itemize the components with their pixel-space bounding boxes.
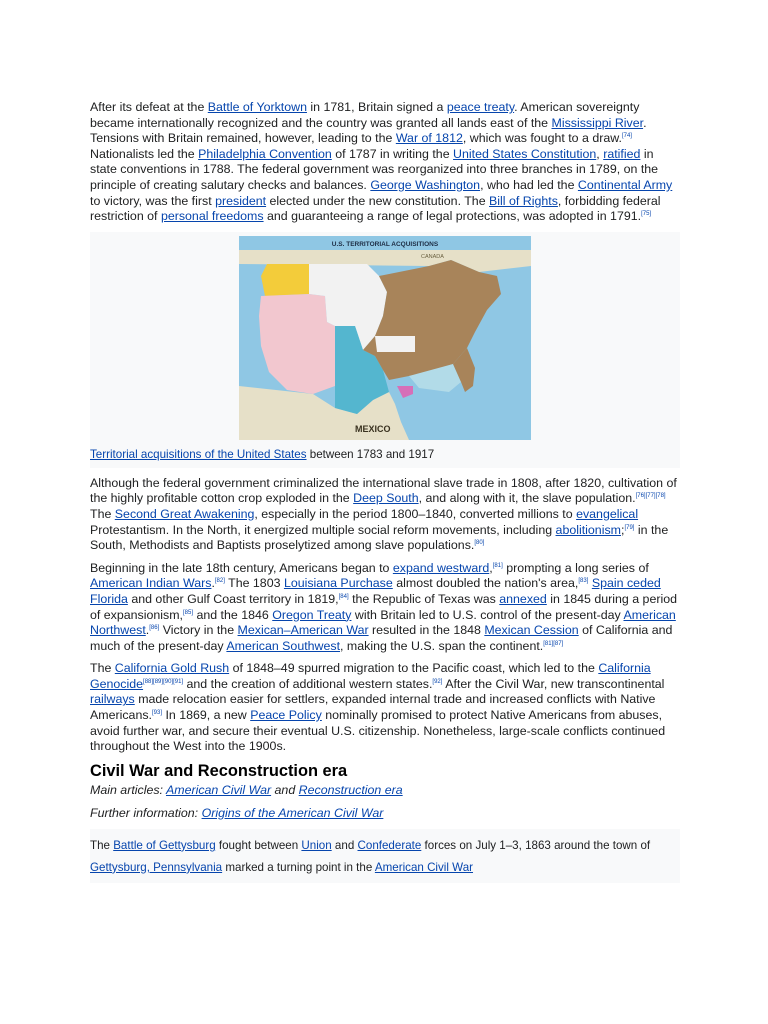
link-battle-of-gettysburg[interactable]: Battle of Gettysburg (113, 838, 216, 852)
link-bill-of-rights[interactable]: Bill of Rights (489, 193, 558, 208)
paragraph-slavery (90, 476, 680, 554)
citation[interactable]: [84] (338, 593, 349, 600)
citation[interactable]: [85] (182, 609, 193, 616)
text: marked a turning point in the (222, 860, 375, 874)
text: of 1787 in writing the (331, 146, 454, 161)
text: Beginning in the late 18th century, Americans began to (90, 560, 393, 575)
link-union[interactable]: Union (301, 838, 332, 852)
text: fought between (215, 838, 302, 852)
link-ratified[interactable]: ratified (603, 146, 641, 161)
text: made relocation easier for settlers, expanded internal trade and increased conflicts with Native Americans. (90, 692, 656, 723)
link-confederate[interactable]: Confederate (357, 838, 422, 852)
hatnote-and: and (271, 782, 299, 797)
article-content (90, 100, 680, 883)
citation[interactable]: [81][87] (543, 640, 564, 647)
text: in the South, Methodists and Baptists proselytized among slave populations. (90, 522, 669, 553)
link-personal-freedoms[interactable]: personal freedoms (160, 209, 264, 224)
text: Although the federal government criminalized the international slave trade in 1808, after 1820, cultivation of the highly profitable cotton crop exploded in the (90, 475, 677, 506)
citation[interactable]: [82] (214, 578, 225, 585)
link-second-great-awakening[interactable]: Second Great Awakening (114, 506, 255, 521)
section-heading: Civil War and Reconstruction era (90, 761, 348, 780)
text: After its defeat at the (90, 100, 208, 114)
text: in 1845 during a period of expansionism, (90, 591, 677, 622)
text: , who had led the (480, 177, 578, 192)
link-territorial-acquisitions[interactable]: Territorial acquisitions of the United States (90, 447, 307, 461)
link-oregon-treaty[interactable]: Oregon Treaty (272, 607, 352, 622)
text: prompting a long series of (502, 560, 649, 575)
link-american-indian-wars[interactable]: American Indian Wars (90, 576, 212, 591)
caption-text: between 1783 and 1917 (306, 447, 435, 461)
text: , which was fought to a draw. (462, 131, 622, 146)
link-president[interactable]: president (215, 193, 267, 208)
hatnote-prefix: Main articles: (90, 782, 166, 797)
gettysburg-caption-box (90, 829, 680, 883)
link-george-washington[interactable]: George Washington (370, 177, 481, 192)
link-american-civil-war[interactable]: American Civil War (165, 782, 272, 797)
text: . (211, 576, 215, 591)
link-origins-of-civil-war[interactable]: Origins of the American Civil War (201, 805, 384, 820)
text: . (145, 623, 150, 638)
text: and the 1846 (193, 607, 273, 622)
text: of California and much of the present-day (90, 623, 673, 653)
map-figure (90, 232, 680, 468)
further-information-hatnote (90, 806, 680, 821)
text: Protestantism. In the North, it energized multiple social reform movements, including (90, 522, 556, 537)
text: and guaranteeing a range of legal protections, was adopted in 1791. (263, 209, 642, 224)
text: in state conventions in 1788. The federal government was reorganized into three branches in 1789, on the principle of creating salutary checks and balances. (90, 146, 659, 192)
text: , making the U.S. span the continent. (340, 638, 544, 653)
link-united-states-constitution[interactable]: United States Constitution (453, 146, 597, 161)
text: ; (620, 522, 625, 537)
citation[interactable]: [86] (149, 624, 160, 631)
text: The (90, 838, 114, 852)
paragraph-gettysburg (90, 835, 680, 879)
map-white-territory (375, 336, 415, 352)
text: and (331, 838, 358, 852)
citation[interactable]: [75] (641, 211, 652, 218)
text: The (90, 661, 115, 676)
link-spain-ceded-florida[interactable]: Spain ceded Florida (90, 576, 661, 606)
main-articles-hatnote (90, 783, 680, 798)
citation[interactable]: [81] (492, 562, 503, 569)
citation[interactable]: [93] (151, 709, 162, 716)
text: forces on July 1–3, 1863 around the town of (421, 838, 651, 852)
link-continental-army[interactable]: Continental Army (577, 177, 673, 192)
text: , forbidding federal restriction of (90, 193, 661, 224)
hatnote-prefix: Further information: (90, 805, 202, 820)
text: in 1781, Britain signed a (306, 100, 447, 114)
link-reconstruction-era[interactable]: Reconstruction era (298, 782, 403, 797)
citation[interactable]: [79] (624, 524, 635, 531)
map-label-mexico: MEXICO (355, 423, 391, 434)
text: After the Civil War, new transcontinental (442, 676, 665, 691)
citation[interactable]: [88][89][90][91] (143, 678, 184, 685)
text: , (489, 560, 493, 575)
map-label-canada: CANADA (421, 253, 444, 260)
text: In 1869, a new (162, 708, 251, 723)
link-battle-of-yorktown[interactable]: Battle of Yorktown (207, 100, 307, 114)
text: and the creation of additional western states. (183, 676, 433, 691)
text: and other Gulf Coast territory in 1819, (127, 591, 339, 606)
link-peace-policy[interactable]: Peace Policy (250, 708, 322, 723)
text: , especially in the period 1800–1840, converted millions to (254, 506, 577, 521)
text: of 1848–49 spurred migration to the Pacific coast, which led to the (229, 661, 599, 676)
paragraph-expansion (90, 561, 680, 655)
text: resulted in the 1848 (368, 623, 485, 638)
text: almost doubled the nation's area, (392, 576, 579, 591)
text: , and along with it, the slave population. (418, 491, 636, 506)
text: elected under the new constitution. The (266, 193, 490, 208)
link-california-genocide[interactable]: California Genocide (90, 661, 651, 691)
link-deep-south[interactable]: Deep South (353, 491, 419, 506)
link-annexed[interactable]: annexed (499, 591, 547, 606)
link-expand-westward[interactable]: expand westward (392, 560, 490, 575)
link-mexican-american-war[interactable]: Mexican–American War (237, 623, 369, 638)
link-philadelphia-convention[interactable]: Philadelphia Convention (198, 146, 332, 161)
link-mississippi-river[interactable]: Mississippi River (551, 115, 644, 130)
citation[interactable]: [76][77][78] (635, 493, 666, 500)
link-american-northwest[interactable]: American Northwest (90, 607, 676, 638)
link-gettysburg-pennsylvania[interactable]: Gettysburg, Pennsylvania (90, 860, 223, 874)
text: to victory, was the first (90, 193, 216, 208)
link-american-southwest[interactable]: American Southwest (226, 638, 341, 653)
paragraph-gold-rush (90, 661, 680, 755)
territorial-acquisitions-map[interactable] (239, 236, 531, 440)
map-oregon-territory (261, 264, 309, 296)
text: Victory in the (159, 623, 238, 638)
text: The (90, 506, 115, 521)
link-evangelical[interactable]: evangelical (576, 506, 639, 521)
text: , (596, 146, 604, 161)
map-title: U.S. TERRITORIAL ACQUISITIONS (331, 240, 439, 248)
citation[interactable]: [80] (474, 540, 485, 546)
link-mexican-cession[interactable]: Mexican Cession (484, 623, 579, 638)
text: the Republic of Texas was (348, 591, 500, 606)
text: . American sovereignty became internationally recognized and the country was granted all lands east of the (90, 100, 640, 130)
citation[interactable]: [92] (432, 678, 443, 685)
text: nominally promised to protect Native Americans from abuses, avoid further war, and secure their eventual U.S. citizenship. Nonetheless, large-scale conflicts continued throughout the West into the 1900s. (90, 708, 666, 754)
link-peace-treaty[interactable]: peace treaty (446, 100, 515, 114)
link-louisiana-purchase[interactable]: Louisiana Purchase (283, 576, 393, 591)
link-american-civil-war-2[interactable]: American Civil War (374, 860, 474, 874)
text: The 1803 (224, 576, 284, 591)
text: . Tensions with Britain remained, however, leading to the (90, 115, 647, 146)
link-railways[interactable]: railways (90, 692, 135, 707)
map-caption (90, 448, 680, 462)
link-abolitionism[interactable]: abolitionism (555, 522, 621, 537)
text: with Britain led to U.S. control of the present-day (351, 607, 624, 622)
paragraph-independence (90, 100, 680, 225)
text: Nationalists led the (90, 146, 199, 161)
citation[interactable]: [74] (621, 133, 632, 140)
citation[interactable]: [83] (578, 578, 589, 585)
link-california-gold-rush[interactable]: California Gold Rush (114, 661, 230, 676)
link-war-of-1812[interactable]: War of 1812 (395, 131, 463, 146)
